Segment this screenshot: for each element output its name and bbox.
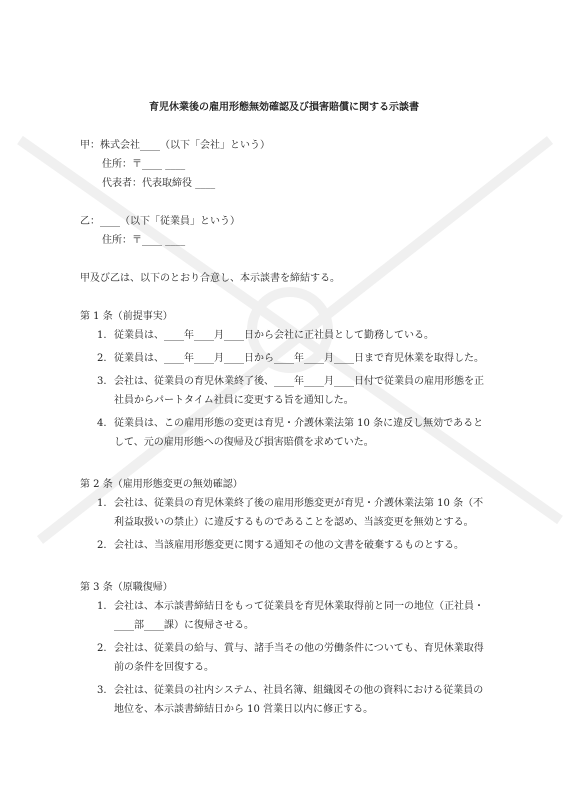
article-2-heading: 第 2 条（雇用形態変更の無効確認） (80, 479, 243, 490)
list-item: 2. 会社は、従業員の給与、賞与、諸手当その他の労働条件についても、育児休業取得前の条件を回復する。 (97, 643, 484, 673)
article-1-heading: 第 1 条（前提事実） (80, 311, 173, 322)
list-item: 3. 会社は、従業員の育児休業終了後、____年____月____日付で従業員の雇用形態を正社員からパートタイム社員に変更する旨を通知した。 (97, 376, 484, 406)
intro-text: 甲及び乙は、以下のとおり合意し、本示談書を締結する。 (80, 273, 340, 284)
party-b-line: 乙：____（以下「従業員」という） (80, 216, 240, 227)
list-item: 2. 従業員は、____年____月____日から____年____月____日まで育児休業を取得した。 (97, 353, 484, 364)
party-a-address: 住所：〒____ ____ (102, 159, 186, 170)
article-1 (80, 307, 488, 452)
list-item: 1. 会社は、本示談書締結日をもって従業員を育児休業取得前と同一の地位（正社員・____部____課）に復帰させる。 (97, 601, 484, 631)
article-2 (80, 475, 488, 555)
document-body (80, 98, 488, 723)
list-item: 4. 従業員は、この雇用形態の変更は育児・介護休業法第 10 条に違反し無効であるとして、元の雇用形態への復帰及び損害賠償を求めていた。 (97, 418, 484, 448)
list-item: 1. 従業員は、____年____月____日から会社に正社員として勤務している。 (97, 330, 434, 341)
party-a-line: 甲：株式会社____（以下「会社」という） (80, 140, 270, 151)
article-3-heading: 第 3 条（原職復帰） (80, 582, 173, 593)
list-item: 3. 会社は、従業員の社内システム、社員名簿、組織図その他の資料における従業員の地位を、本示談書締結日から 10 営業日以内に修正する。 (97, 685, 484, 715)
list-item: 2. 会社は、当該雇用形態変更に関する通知その他の文書を破棄するものとする。 (97, 540, 464, 551)
list-item: 1. 会社は、従業員の育児休業終了後の雇用形態変更が育児・介護休業法第 10 条（不利益取扱いの禁止）に違反するものであることを認め、当該変更を無効とする。 (97, 498, 484, 528)
document-title: 育児休業後の雇用形態無効確認及び損害賠償に関する示談書 (149, 102, 419, 113)
party-a-representative: 代表者：代表取締役 ____ (102, 178, 216, 189)
party-b-address: 住所：〒____ ____ (102, 235, 186, 246)
article-3 (80, 578, 488, 719)
